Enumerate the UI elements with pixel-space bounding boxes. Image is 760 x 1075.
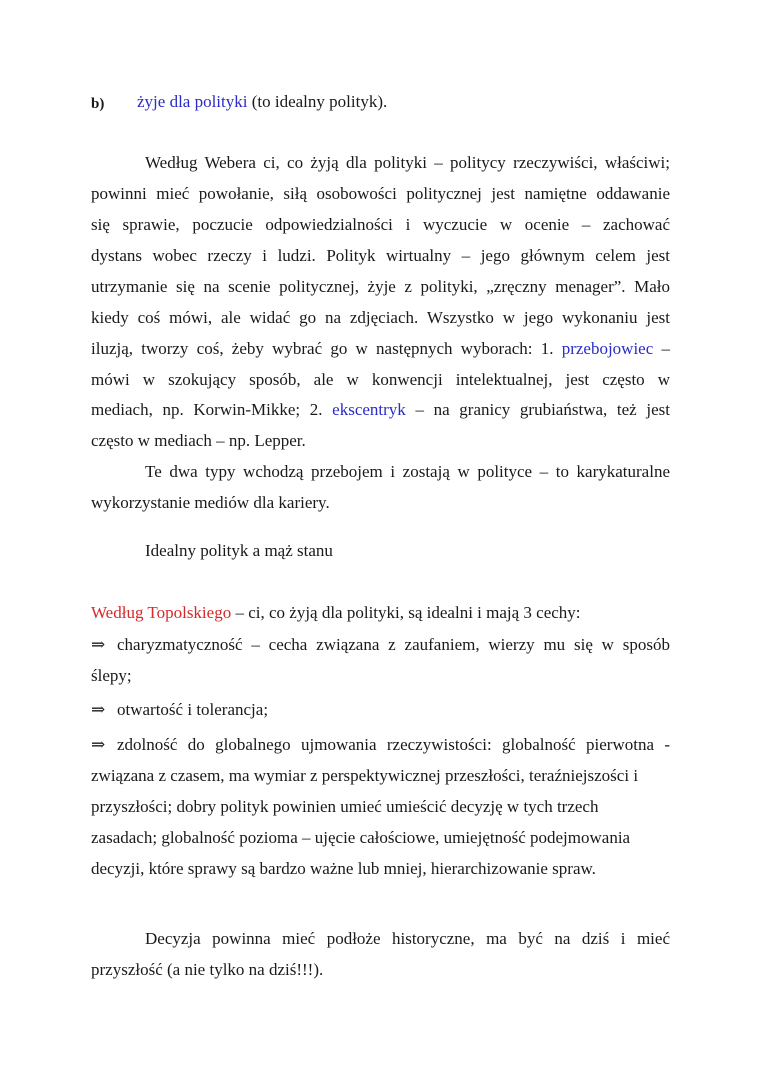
weber-line-6: kiedy coś mówi, ale widać go na zdjęciach. Wszystko w jego wykonaniu jest [91, 308, 670, 327]
section-heading [91, 92, 104, 115]
weber-line-7-end: – [653, 339, 670, 358]
section-heading-text [137, 91, 387, 113]
trait-charisma-text: charyzmatyczność – cecha związana z zaufaniem, wierzy mu się w sposób [117, 635, 670, 654]
decision-line-1: Decyzja powinna mieć podłoże historyczne, ma być na dziś i mieć [145, 929, 670, 948]
weber-line-4: dystans wobec rzeczy i ludzi. Polityk wirtualny – jego głównym celem jest [91, 246, 670, 265]
weber-line-5: utrzymanie się na scenie politycznej, żyje z polityki, „zręczny menager”. Mało [91, 277, 670, 296]
trait-charisma-line-2: ślepy; [91, 666, 132, 685]
subtitle: Idealny polityk a mąż stanu [145, 541, 333, 560]
trait-charisma-line-1 [91, 634, 670, 656]
weber-line-10: często w mediach – np. Lepper. [91, 431, 306, 450]
topolski-intro-rest: – ci, co żyją dla polityki, są idealni i mają 3 cechy: [231, 603, 581, 622]
weber-line-7-text: iluzją, tworzy coś, żeby wybrać go w następnych wyborach: 1. [91, 339, 562, 358]
weber-line-1: Według Webera ci, co żyją dla polityki – politycy rzeczywiści, właściwi; [145, 153, 670, 172]
weber-line-9 [91, 399, 670, 421]
heading-link[interactable]: żyje dla polityki [137, 92, 248, 111]
weber-line-7 [91, 338, 670, 360]
arrow-icon: ⇒ [91, 635, 106, 654]
weber-line-3: się sprawie, poczucie odpowiedzialności i wyczucie w ocenie – zachować [91, 215, 670, 234]
weber-line-8: mówi w szokujący sposób, ale w konwencji intelektualnej, jest często w [91, 370, 670, 389]
topolski-intro [91, 602, 581, 624]
topolski-name: Według Topolskiego [91, 603, 232, 622]
heading-rest: (to idealny polityk). [247, 92, 388, 111]
weber-line-9-end: – na granicy grubiaństwa, też jest [405, 400, 670, 419]
weber-line-9-text: mediach, np. Korwin-Mikke; 2. [91, 400, 333, 419]
trait-global-line-2: związana z czasem, ma wymiar z perspektywicznej przeszłości, teraźniejszości i [91, 766, 639, 785]
section-label: b) [91, 96, 105, 112]
types-line-2: wykorzystanie mediów dla kariery. [91, 493, 330, 512]
link-przebojowiec[interactable]: przebojowiec [561, 339, 654, 358]
arrow-icon: ⇒ [91, 700, 106, 719]
trait-global-line-3: przyszłości; dobry polityk powinien umieć umieścić decyzję w tych trzech [91, 797, 599, 816]
trait-global-line-4: zasadach; globalność pozioma – ujęcie całościowe, umiejętność podejmowania [91, 828, 631, 847]
trait-global-line-5: decyzji, które sprawy są bardzo ważne lub mniej, hierarchizowanie spraw. [91, 859, 596, 878]
trait-global-text: zdolność do globalnego ujmowania rzeczywistości: globalność pierwotna - [117, 735, 670, 754]
trait-openness-text: otwartość i tolerancja; [117, 700, 269, 719]
trait-global-line-1 [91, 734, 670, 756]
link-ekscentryk[interactable]: ekscentryk [332, 400, 406, 419]
weber-line-2: powinni mieć powołanie, siłą osobowości politycznej jest namiętne oddawanie [91, 184, 670, 203]
trait-openness [91, 699, 268, 721]
arrow-icon: ⇒ [91, 735, 106, 754]
decision-line-2: przyszłość (a nie tylko na dziś!!!). [91, 960, 324, 979]
types-line-1: Te dwa typy wchodzą przebojem i zostają w polityce – to karykaturalne [145, 462, 670, 481]
